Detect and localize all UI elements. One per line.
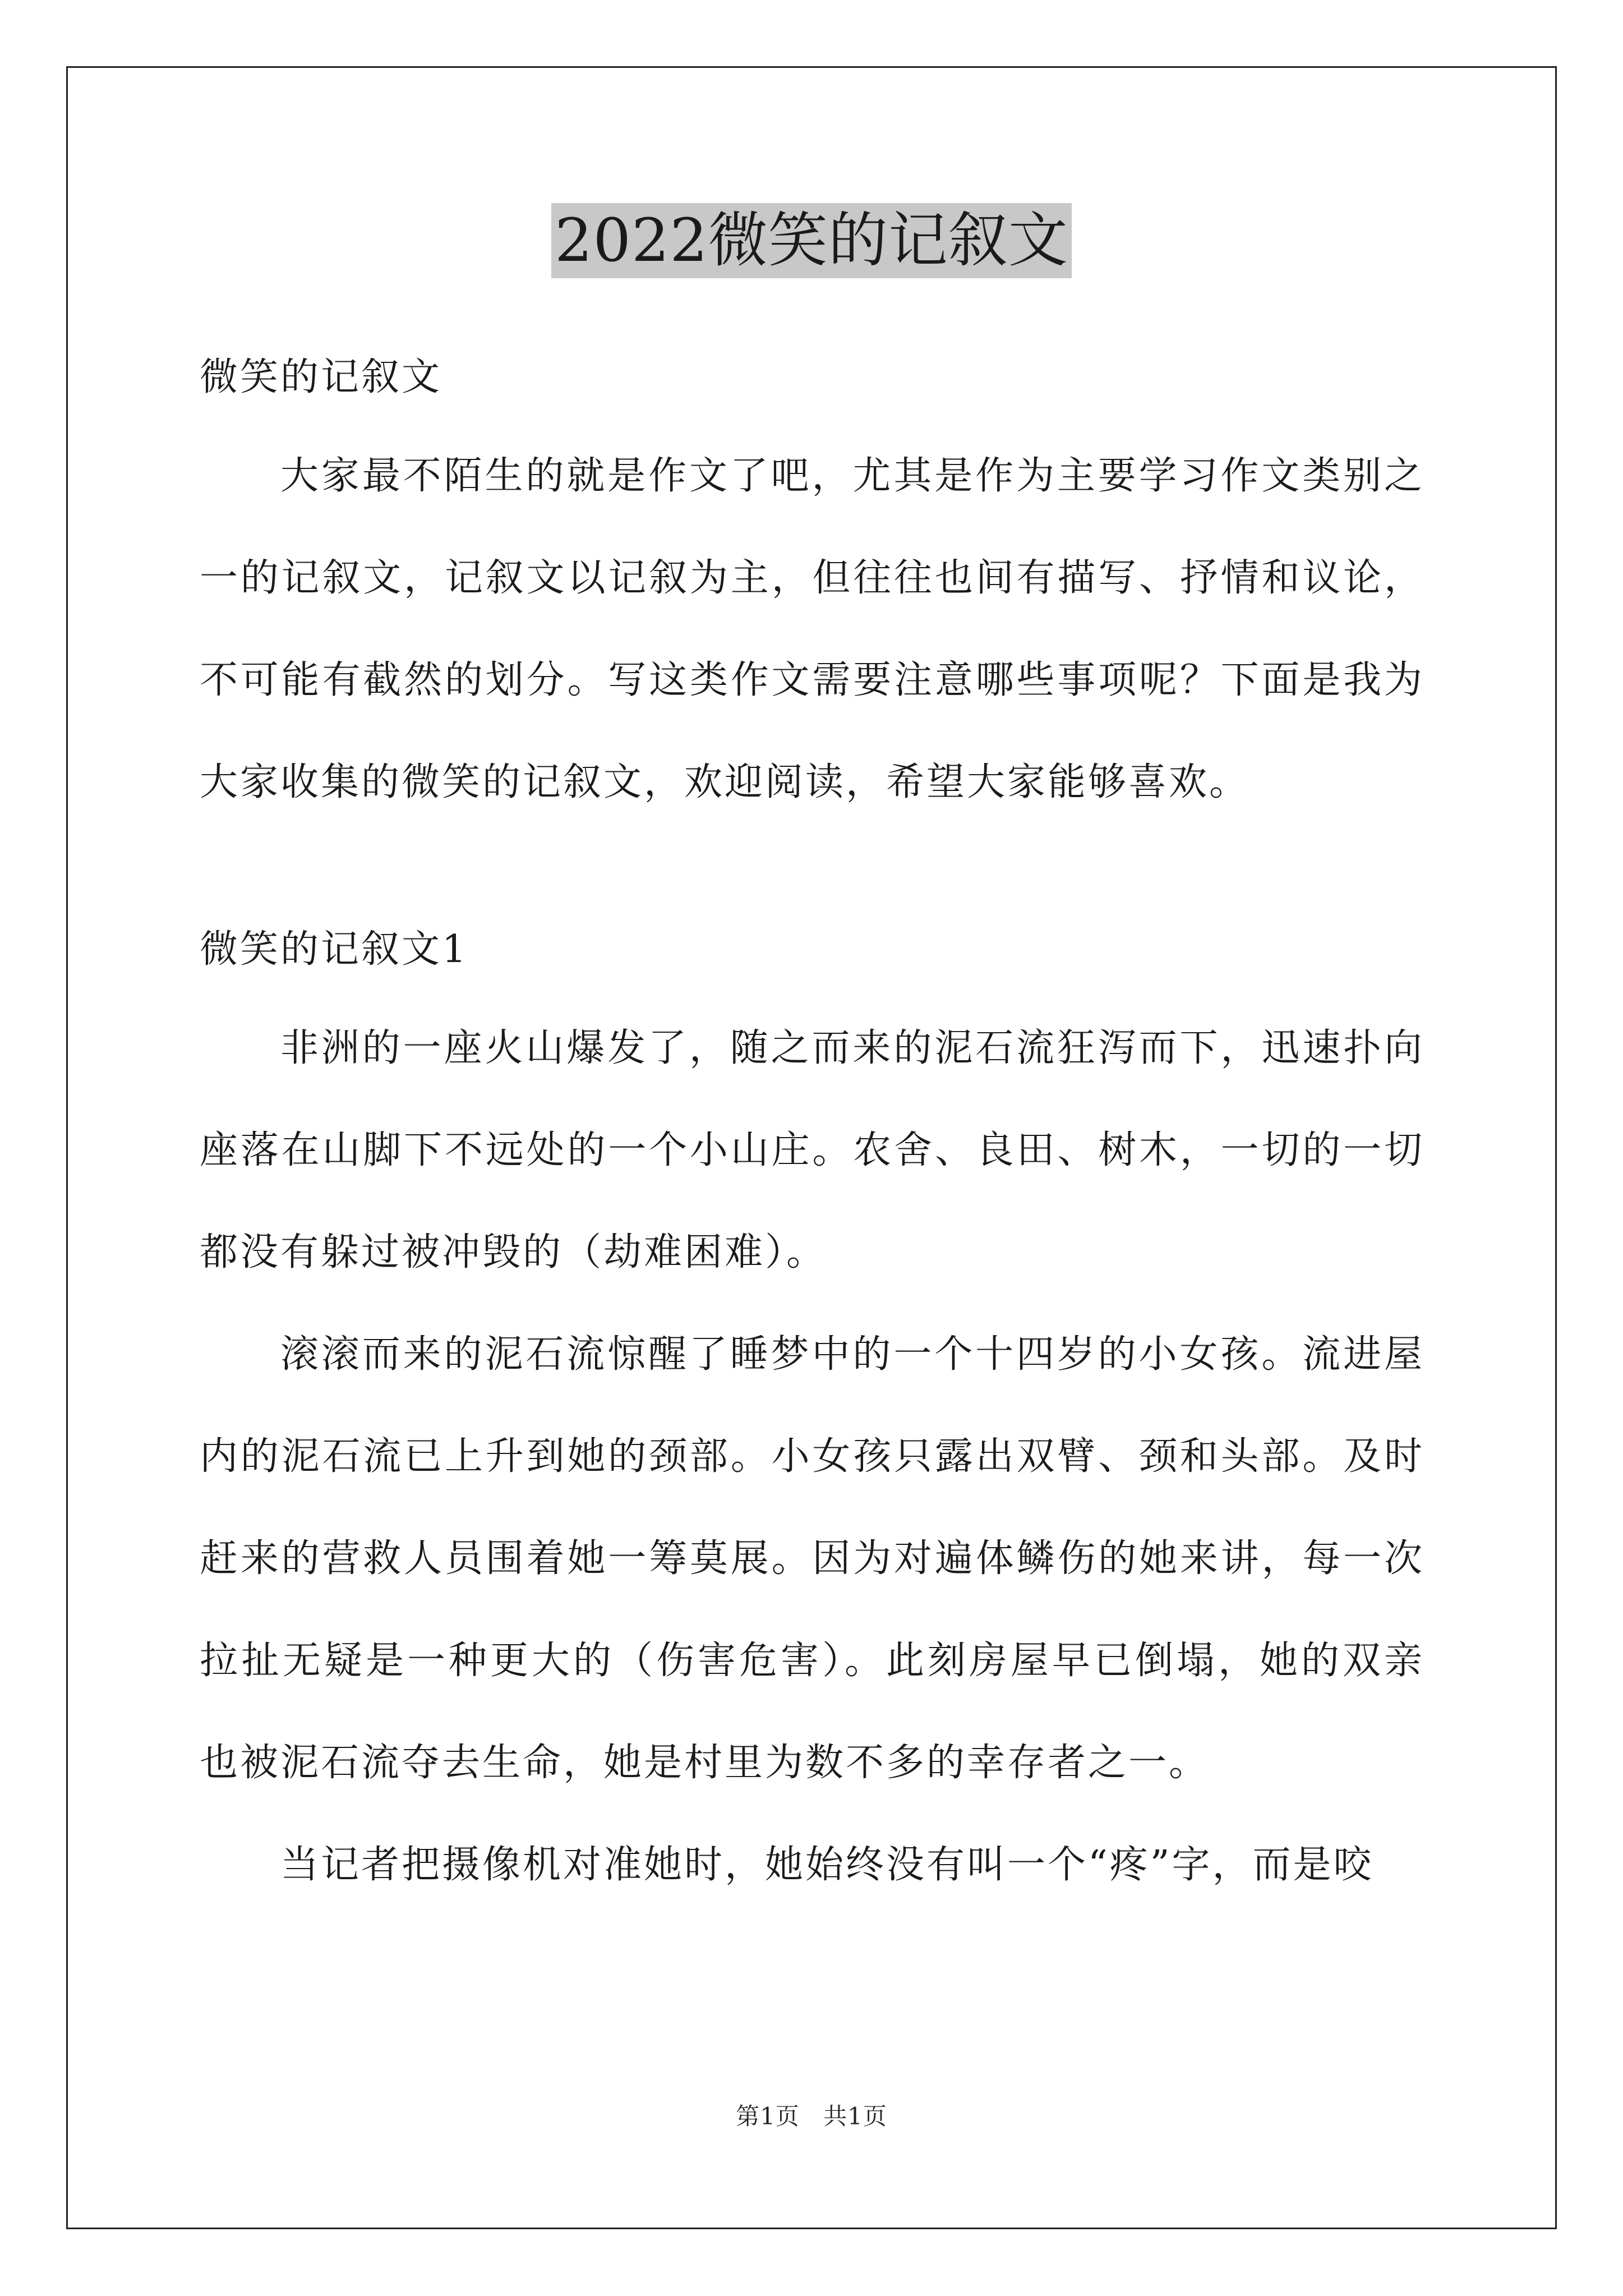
total-pages: 共1页 — [823, 2102, 887, 2130]
title-container — [0, 203, 1623, 278]
body-paragraph: 非洲的一座火山爆发了，随之而来的泥石流狂泻而下，迅速扑向座落在山脚下不远处的一个小山庄。农舍、良田、树木，一切的一切都没有躲过被冲毁的（劫难困难）。 — [200, 1026, 1424, 1274]
page-footer — [0, 2098, 1623, 2132]
subtitle-heading: 微笑的记叙文 — [200, 355, 442, 399]
section-gap — [200, 834, 1424, 902]
body-paragraph: 当记者把摄像机对准她时，她始终没有叫一个“疼”字，而是咬 — [280, 1843, 1374, 1887]
intro-paragraph: 大家最不陌生的就是作文了吧，尤其是作为主要学习作文类别之一的记叙文，记叙文以记叙为主，但往往也间有描写、抒情和议论，不可能有截然的划分。写这类作文需要注意哪些事项呢？下面是我为大家收集的微笑的记叙文，欢迎阅读，希望大家能够喜欢。 — [200, 454, 1424, 804]
document-title: 2022微笑的记叙文 — [551, 203, 1072, 278]
section-heading: 微笑的记叙文1 — [200, 927, 469, 972]
page-number: 第1页 — [736, 2102, 800, 2130]
body-paragraph: 滚滚而来的泥石流惊醒了睡梦中的一个十四岁的小女孩。流进屋内的泥石流已上升到她的颈部。小女孩只露出双臂、颈和头部。及时赶来的营救人员围着她一筹莫展。因为对遍体鳞伤的她来讲，每一次拉扯无疑是一种更大的（伤害危害）。此刻房屋早已倒塌，她的双亲也被泥石流夺去生命，她是村里为数不多的幸存者之一。 — [200, 1332, 1424, 1785]
document-body — [200, 330, 1424, 1916]
